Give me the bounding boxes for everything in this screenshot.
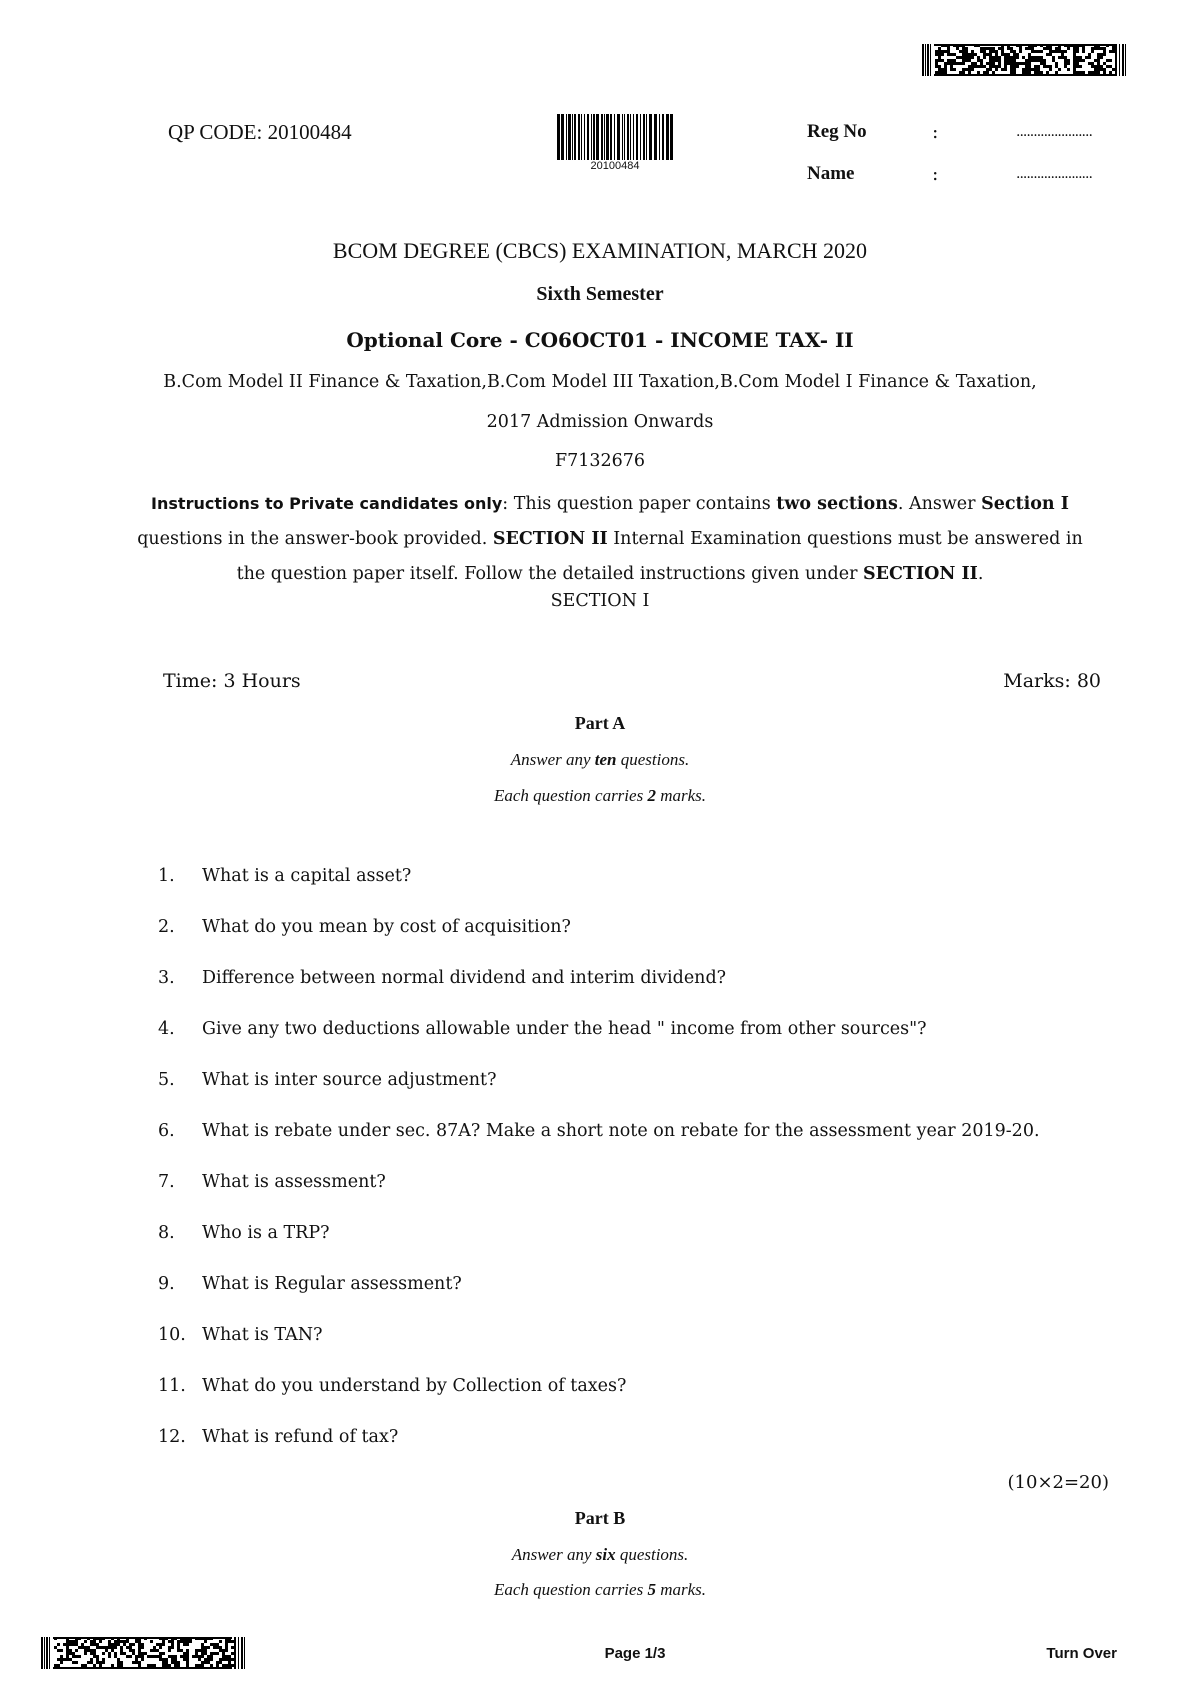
course-title: Optional Core - CO6OCT01 - INCOME TAX- II xyxy=(346,328,854,352)
instructions-text: . Answer xyxy=(897,494,982,514)
qp-barcode xyxy=(557,114,673,160)
question-text: What do you mean by cost of acquisition? xyxy=(202,917,571,937)
part-b-each-pre: Each question carries xyxy=(493,1580,648,1599)
question-number: 4. xyxy=(158,1019,175,1039)
question-item xyxy=(158,1427,1118,1447)
part-a-marks-instruction xyxy=(0,786,1200,806)
question-text: What do you understand by Collection of taxes? xyxy=(202,1376,627,1396)
instructions-bold: Section I xyxy=(981,494,1069,514)
question-number: 2. xyxy=(158,917,175,937)
part-b-heading: Part B xyxy=(574,1508,626,1528)
question-item xyxy=(158,1121,1118,1141)
question-number: 9. xyxy=(158,1274,175,1294)
question-text: Who is a TRP? xyxy=(202,1223,330,1243)
part-a-answer-instruction xyxy=(0,750,1200,770)
question-number: 12. xyxy=(158,1427,186,1447)
question-text: Difference between normal dividend and interim dividend? xyxy=(202,968,727,988)
part-b-each-post: marks. xyxy=(655,1580,706,1599)
programmes: B.Com Model II Finance & Taxation,B.Com Model III Taxation,B.Com Model I Finance & Taxation, xyxy=(163,372,1037,392)
name-colon: : xyxy=(932,163,939,185)
question-number: 7. xyxy=(158,1172,175,1192)
question-text: What is TAN? xyxy=(202,1325,323,1345)
part-a-answer-count: ten xyxy=(594,750,617,769)
barcode-number: 20100484 xyxy=(590,160,640,172)
page-number: Page 1/3 xyxy=(604,1645,666,1662)
instructions-bold: SECTION II xyxy=(492,529,608,549)
question-item xyxy=(158,917,1118,937)
part-a-answer-pre: Answer any xyxy=(510,750,595,769)
admission: 2017 Admission Onwards xyxy=(486,412,714,432)
instructions-text: Internal Examination questions must be answered in the question paper itself. Follow the detailed instructions given under xyxy=(236,529,1083,584)
total-marks: Marks: 80 xyxy=(1003,670,1101,692)
question-text: What is inter source adjustment? xyxy=(202,1070,497,1090)
question-number: 5. xyxy=(158,1070,175,1090)
question-text: What is rebate under sec. 87A? Make a short note on rebate for the assessment year 2019-20. xyxy=(202,1121,1040,1141)
semester: Sixth Semester xyxy=(536,283,664,305)
part-b-marks-instruction xyxy=(0,1580,1200,1600)
paper-id: F7132676 xyxy=(554,451,646,471)
part-a-answer-post: questions. xyxy=(616,750,690,769)
part-b-answer-pre: Answer any xyxy=(511,1545,596,1564)
time-allowed: Time: 3 Hours xyxy=(163,670,301,692)
name-label: Name xyxy=(807,163,855,184)
part-a-heading: Part A xyxy=(574,713,626,733)
question-number: 1. xyxy=(158,866,175,886)
instructions-bold: SECTION II xyxy=(863,564,978,584)
instructions-text: . xyxy=(977,564,984,584)
question-number: 11. xyxy=(158,1376,186,1396)
question-text: What is assessment? xyxy=(202,1172,386,1192)
part-b-answer-count: six xyxy=(595,1545,616,1564)
part-a-each-post: marks. xyxy=(655,786,706,805)
question-item xyxy=(158,968,1118,988)
question-text: What is refund of tax? xyxy=(202,1427,399,1447)
question-number: 8. xyxy=(158,1223,175,1243)
question-text: What is Regular assessment? xyxy=(202,1274,462,1294)
question-number: 3. xyxy=(158,968,175,988)
instructions xyxy=(130,486,1090,592)
part-a-each-pre: Each question carries xyxy=(493,786,648,805)
question-item xyxy=(158,1019,1118,1039)
part-a-each-marks: 2 xyxy=(647,786,656,805)
instructions-lead: Instructions to Private candidates only xyxy=(151,494,503,513)
question-text: What is a capital asset? xyxy=(202,866,412,886)
question-item xyxy=(158,1070,1118,1090)
instructions-text: : This question paper contains xyxy=(502,494,777,514)
reg-no-label: Reg No xyxy=(807,121,867,142)
instructions-text: questions in the answer-book provided. xyxy=(137,529,493,549)
name-field[interactable]: ...................... xyxy=(1016,166,1092,182)
section-heading: SECTION I xyxy=(550,591,650,611)
part-a-marks-tally: (10×2=20) xyxy=(1007,1472,1109,1493)
question-number: 10. xyxy=(158,1325,186,1345)
exam-title: BCOM DEGREE (CBCS) EXAMINATION, MARCH 2020 xyxy=(332,238,868,263)
reg-no-colon: : xyxy=(932,121,939,143)
question-item xyxy=(158,1172,1118,1192)
reg-no-field[interactable]: ...................... xyxy=(1016,124,1092,140)
turn-over: Turn Over xyxy=(1046,1645,1117,1662)
question-number: 6. xyxy=(158,1121,175,1141)
barcode-top-right xyxy=(922,44,1127,76)
question-item xyxy=(158,1274,1118,1294)
question-text: Give any two deductions allowable under the head " income from other sources"? xyxy=(202,1019,927,1039)
part-b-each-marks: 5 xyxy=(647,1580,656,1599)
question-item xyxy=(158,1376,1118,1396)
instructions-bold: two sections xyxy=(776,494,898,514)
question-item xyxy=(158,1223,1118,1243)
question-item xyxy=(158,1325,1118,1345)
part-b-answer-instruction xyxy=(0,1545,1200,1565)
question-item xyxy=(158,866,1118,886)
part-b-answer-post: questions. xyxy=(615,1545,689,1564)
qp-code: QP CODE: 20100484 xyxy=(168,120,352,144)
